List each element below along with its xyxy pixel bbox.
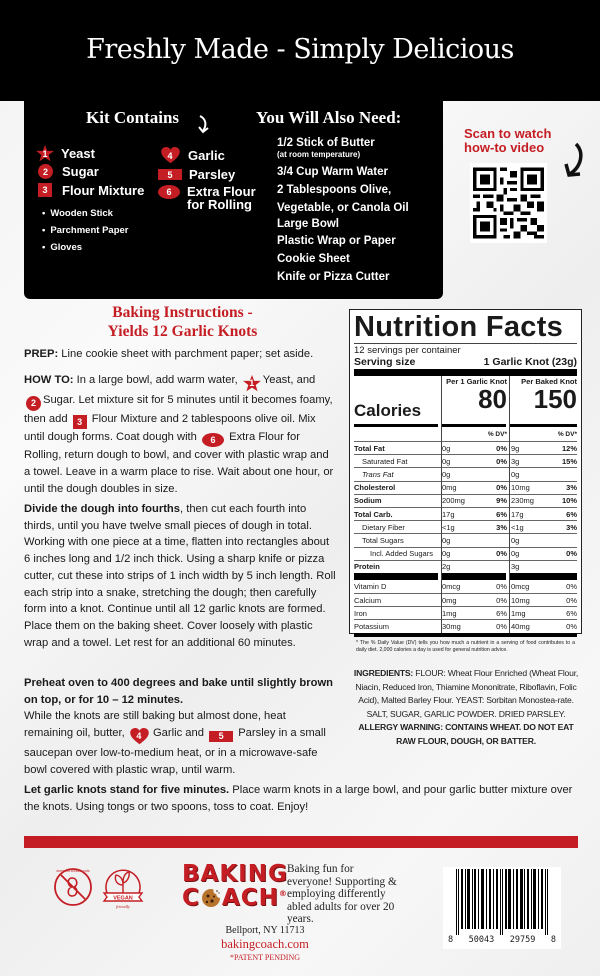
nutrition-facts-panel <box>349 309 582 653</box>
curved-arrow-icon <box>196 115 212 137</box>
circle-badge-icon: 2 <box>26 396 41 411</box>
qr-code-icon <box>473 166 544 240</box>
kit-panel <box>24 100 443 299</box>
svg-text:friendly: friendly <box>116 904 130 909</box>
nutrient-row: Trans Fat 0g 0g <box>354 467 577 480</box>
need-item: Knife or Pizza Cutter <box>277 271 390 283</box>
kit-contains-title: Kit Contains <box>86 108 180 127</box>
divide-paragraph: Divide the dough into fourths, then cut each fourth into thirds, until you have twelve small pieces of dough in total. Working with one piece at a time, flatten into rectangles about 6 inches long and 1/2 inch thick. Using a sharp knife or pizza cutter, cut these into strips of 1 inch width by 5 inch length. Roll each strip into a snake, stretching the dough; then carefully form into a knot. Continue until all 12 garlic knots are formed. Place them on the baking sheet. Cover loosely with plastic wrap and a towel. Let rest for an additional 60 minutes. <box>24 503 336 649</box>
nutrient-row: Protein 2g 3g <box>354 560 577 573</box>
need-item: Plastic Wrap or Paper <box>277 235 396 247</box>
nutrient-row: Total Sugars 0g 0g <box>354 533 577 546</box>
calories-value: 80 <box>478 384 507 414</box>
calories-value: 150 <box>533 384 577 414</box>
vitamin-row: Vitamin D 0mcg 0% 0mcg 0% <box>354 581 577 591</box>
need-item: 3/4 Cup Warm Water <box>277 166 388 178</box>
header-title: Freshly Made - Simply Delicious <box>86 34 514 65</box>
brand-address: Bellport, NY 11713 <box>225 925 305 936</box>
qr-code[interactable] <box>470 163 547 243</box>
kit-item-yeast: 1 Yeast <box>36 145 95 162</box>
patent-notice: *PATENT PENDING <box>229 953 300 962</box>
extra-item: • Gloves <box>42 242 128 253</box>
circle-badge-icon: 2 <box>38 164 53 179</box>
nutrient-row: Total Carb. 17g 6% 17g 6% <box>354 507 577 520</box>
vegan-friendly-icon <box>99 863 147 913</box>
vitamin-row: Calcium 0mg 0% 10mg 0% <box>354 593 577 606</box>
also-need-list <box>277 134 409 286</box>
kit-item-extra-flour: 6 Extra Flour for Rolling <box>158 185 256 211</box>
oval-badge-icon: 6 <box>202 433 224 447</box>
star-badge-icon: 1 <box>243 375 261 392</box>
nutrition-title: Nutrition Facts <box>354 311 564 343</box>
kit-item-sugar: 2 Sugar <box>38 164 99 179</box>
heart-badge-icon: 4 <box>161 147 179 164</box>
nut-free-icon <box>52 866 94 908</box>
nutrient-row: Total Fat 0g 0% 9g 12% <box>354 441 577 454</box>
curved-arrow-icon <box>562 142 586 182</box>
oval-badge-icon: 6 <box>158 185 180 199</box>
rect-badge-icon: 5 <box>209 731 233 742</box>
extra-item: • Parchment Paper <box>42 225 128 236</box>
vitamin-row: Iron 1mg 6% 1mg 6% <box>354 606 577 619</box>
column-header: Per Baked Knot <box>521 377 577 386</box>
nutrient-row: Dietary Fiber <1g 3% <1g 3% <box>354 520 577 533</box>
svg-text:VEGAN: VEGAN <box>113 895 133 902</box>
upc-barcode <box>443 867 561 949</box>
star-badge-icon: 1 <box>36 145 54 162</box>
kit-extras-list <box>42 208 128 259</box>
column-header: Per 1 Garlic Knot <box>446 377 507 386</box>
prep-paragraph: PREP: Line cookie sheet with parchment paper; set aside. <box>24 348 314 360</box>
rect-badge-icon: 5 <box>158 169 182 180</box>
red-divider <box>24 836 578 848</box>
allergy-warning: ALLERGY WARNING: CONTAINS WHEAT. DO NOT EAT RAW FLOUR, DOUGH, OR BATTER. <box>358 722 574 746</box>
vitamin-row: Potassium 30mg 0% 40mg 0% <box>354 619 577 632</box>
barcode-digits: 8 50043 29759 8 <box>448 935 556 945</box>
nutrient-row: Saturated Fat 0g 0% 3g 15% <box>354 454 577 467</box>
ingredients-block: INGREDIENTS: FLOUR: Wheat Flour Enriched (Wheat Flour, Niacin, Reduced Iron, Thiamine Mononitrate, Riboflavin, Folic Acid), Malted Barley Flour. YEAST: Sorbitan Monostea-rate. SALT, SUGAR, GARLIC POWDER. DRIED PARSLEY. ALLERGY WARNING: CONTAINS WHEAT. DO NOT EAT RAW FLOUR, DOUGH, OR BATTER. <box>349 667 583 748</box>
instructions-title: Baking Instructions - Yields 12 Garlic Knots <box>107 304 258 340</box>
kit-item-flour-mixture: 3 Flour Mixture <box>38 183 144 197</box>
need-item-note: (at room temperature) <box>277 150 361 159</box>
need-item: 2 Tablespoons Olive, <box>277 184 392 196</box>
nutrient-row: Cholesterol 0mg 0% 10mg 3% <box>354 481 577 494</box>
kit-item-garlic: 4 Garlic <box>161 147 225 164</box>
brand-tagline: Baking fun for everyone! Supporting & employing differently abled adults for over 20 years. <box>287 863 397 925</box>
kit-item-parsley: 5 Parsley <box>158 168 235 181</box>
also-need-title: You Will Also Need: <box>256 108 402 127</box>
stand-paragraph: Let garlic knots stand for five minutes. Place warm knots in a large bowl, and pour garlic butter mixture over the knots. Using tongs or two spoons, toss to coat. Enjoy! <box>24 784 573 813</box>
dv-footnote: * The % Daily Value (DV) tells you how much a nutrient in a serving of food contributes to a daily diet. 2,000 calories a day is used for general nutrition advice. <box>356 639 575 653</box>
preheat-paragraph: Preheat oven to 400 degrees and bake until slightly brown on top, or for 10 – 12 minutes. While the knots are still baking but almost done, heat remaining oil, butter, 4 Garlic and 5 Parsley in a small saucepan over low-to-medium heat, or in a microwave-safe bowl covered with plastic wrap, until warm. <box>24 677 333 776</box>
website-link[interactable]: bakingcoach.com <box>221 937 309 951</box>
baking-coach-logo[interactable]: BAKING C ACH ® <box>182 861 288 911</box>
barcode-bars-icon <box>456 869 548 935</box>
serving-size: Serving size 1 Garlic Knot (23g) <box>354 356 577 368</box>
nutrient-row: Sodium 200mg 9% 230mg 10% <box>354 494 577 507</box>
need-item: Large Bowl <box>277 218 339 230</box>
calories-row: Calories Per 1 Garlic Knot 80 Per Baked Knot 150 <box>354 377 577 420</box>
square-badge-icon: 3 <box>38 183 52 197</box>
need-item: Vegetable, or Canola Oil <box>277 202 409 214</box>
extra-item: • Wooden Stick <box>42 208 128 219</box>
nutrition-table: Calories Per 1 Garlic Knot 80 Per Baked Knot 150 % DV* % DV* Total Fat 0g 0% 9g 12% Saturated Fat 0g 0% 3g 15% Trans Fat 0g 0g Cholesterol 0mg 0% 10mg 3% Sodium 200mg 9% 230mg 10% Total Carb. 17g 6% 17g 6% Dietary Fiber <1g 3% <1g 3% Total Sugars 0g 0g Incl. Added Sugars 0g 0% 0g 0% Protein 2g 3g Vitamin D 0mcg 0% 0mcg 0% Calcium 0mg 0% 10mg 0% Iron 1mg 6% 1mg 6% Potassium 30mg 0% 40mg 0% <box>354 377 577 632</box>
servings-per-container: 12 servings per container <box>354 345 461 356</box>
cookie-icon <box>201 888 221 908</box>
square-badge-icon: 3 <box>73 415 87 429</box>
scan-prompt: Scan to watch how-to video <box>464 126 552 155</box>
svg-text:does not contain nuts: does not contain nuts <box>56 869 90 873</box>
howto-paragraph: HOW TO: In a large bowl, add warm water, 1 Yeast, and 2 Sugar. Let mixture sit for 5 minutes until it becomes foamy, then add 3 Flour Mixture and 2 tablespoons olive oil. Mix until dough forms. Coat dough with 6 Extra Flour for Rolling, return dough to bowl, and cover with plastic wrap and a towel. Leave in a warm place to rise. Wait about one hour, or until the dough doubles in size. <box>24 374 334 495</box>
need-item: Cookie Sheet <box>277 253 350 265</box>
nutrient-row: Incl. Added Sugars 0g 0% 0g 0% <box>354 547 577 560</box>
heart-badge-icon: 4 <box>130 728 148 745</box>
need-item: 1/2 Stick of Butter <box>277 137 375 149</box>
